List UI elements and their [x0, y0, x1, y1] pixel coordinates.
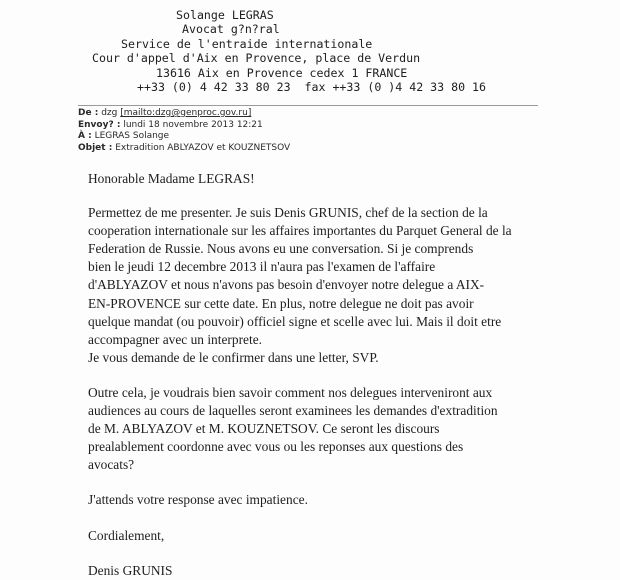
paragraph-line: avocats? [88, 457, 135, 473]
subject-label: Objet : [78, 142, 113, 153]
letter-body [88, 170, 558, 580]
paragraph-line: accompagner avec un interprete. [88, 331, 262, 347]
sent-label: Envoy? : [78, 119, 121, 130]
paragraph-line: Permettez de me presenter. Je suis Denis GRUNIS, chef de la section de la [88, 205, 488, 221]
sent-value: lundi 18 novembre 2013 12:21 [123, 119, 263, 130]
paragraph-line: audiences au cours de laquelles seront examinees les demandes d'extradition [88, 403, 498, 419]
paragraph-line: quelque mandat (ou pouvoir) officiel signe et scelle avec lui. Mais il doit etre [88, 313, 502, 329]
to-value: LEGRAS Solange [94, 131, 170, 141]
sign-off: Cordialement, [88, 527, 165, 543]
sender-city: 13616 Aix en Provence cedex 1 FRANCE [156, 66, 408, 80]
header-divider [78, 105, 538, 106]
from-value: dzg [101, 108, 118, 118]
to-row [78, 131, 598, 143]
subject-value: Extradition ABLYAZOV et KOUZNETSOV [115, 142, 291, 153]
to-label: À : [78, 131, 92, 141]
sender-name: Solange LEGRAS [176, 8, 274, 22]
paragraph-line: prealablement coordonne avec vous ou les reponses aux questions des [88, 439, 464, 455]
sender-court: Cour d'appel d'Aix en Provence, place de Verdun [92, 51, 421, 65]
closing-line: J'attends votre response avec impatience. [88, 492, 308, 508]
signature: Denis GRUNIS [88, 562, 173, 578]
from-label: De : [78, 108, 99, 118]
paragraph-line: cooperation internationale sur les affaires importantes du Parquet General de la [88, 223, 512, 239]
from-row [78, 108, 598, 120]
paragraph-line: bien le jeudi 12 decembre 2013 il n'aura pas l'examen de l'affaire [88, 259, 436, 275]
paragraph-introduction [88, 204, 558, 367]
paragraph-line: d'ABLYAZOV et nous n'avons pas besoin d'envoyer notre delegue a AIX- [88, 277, 485, 293]
sender-service: Service de l'entraide internationale [121, 37, 373, 51]
subject-row [78, 143, 598, 155]
paragraph-line: Je vous demande de le confirmer dans une letter, SVP. [88, 349, 379, 365]
salutation: Honorable Madame LEGRAS! [88, 171, 255, 186]
sent-row [78, 120, 598, 132]
sender-title: Avocat g?n?ral [182, 22, 280, 36]
sender-phones: ++33 (0) 4 42 33 80 23 fax ++33 (0 )4 42 33 80 16 [137, 80, 487, 94]
paragraph-line: Outre cela, je voudrais bien savoir comment nos delegues interveniront aux [88, 384, 493, 400]
paragraph-line: Federation de Russie. Nous avons eu une conversation. Si je comprends [88, 241, 474, 257]
from-mail-link[interactable]: [mailto:dzg@genproc.gov.ru] [120, 108, 252, 118]
paragraph-questions [88, 384, 558, 474]
paragraph-line: EN-PROVENCE sur cette date. En plus, notre delegue ne doit pas avoir [88, 295, 474, 311]
email-header [78, 108, 598, 154]
paragraph-line: de M. ABLYAZOV et M. KOUZNETSOV. Ce seront les discours [88, 421, 440, 437]
